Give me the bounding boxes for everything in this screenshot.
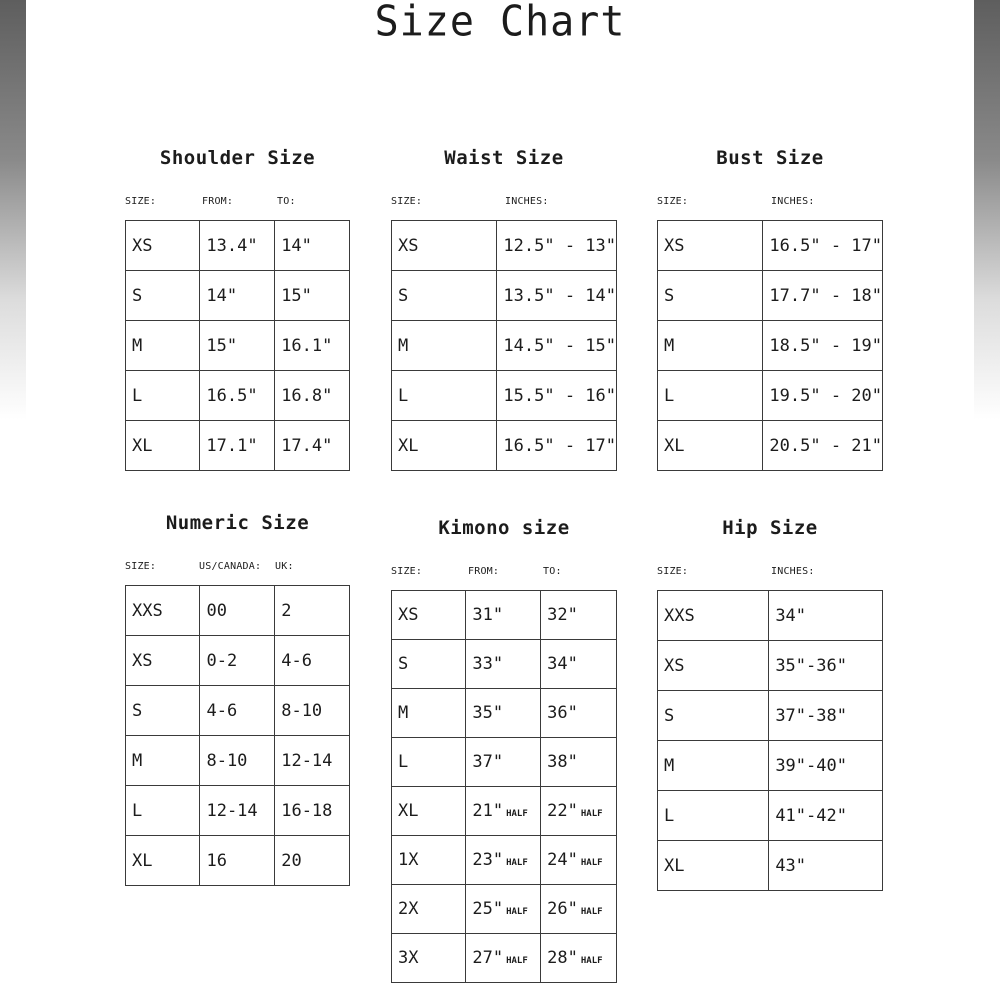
waist-cell-inches — [497, 421, 617, 471]
numeric-uk-value: 20 — [281, 850, 302, 871]
numeric-cell-uk — [275, 636, 350, 686]
table-row — [658, 691, 883, 741]
kimono-from-value: 23" — [472, 850, 504, 870]
bust-size-table — [657, 220, 883, 471]
shoulder-from-value: 15" — [206, 335, 238, 356]
table-row — [658, 591, 883, 641]
waist-header-inches: INCHES: — [505, 196, 549, 207]
kimono-cell-to — [541, 836, 617, 885]
shoulder-size-value: L — [132, 385, 143, 406]
table-row — [392, 885, 617, 934]
table-row — [658, 421, 883, 471]
kimono-size-value: XL — [398, 801, 419, 821]
left-edge-shadow — [0, 0, 26, 1000]
numeric-cell-uk — [275, 686, 350, 736]
kimono-size-title: Kimono size — [438, 517, 570, 539]
kimono-to-value: 34" — [547, 654, 578, 674]
waist-inches-value: 13.5" - 14" — [503, 285, 616, 306]
bust-inches-value: 17.7" - 18" — [769, 285, 882, 306]
table-row — [392, 421, 617, 471]
hip-cell-size — [658, 691, 769, 741]
numeric-us-value: 4-6 — [206, 700, 238, 721]
waist-cell-inches — [497, 321, 617, 371]
bust-cell-size — [658, 371, 763, 421]
waist-inches-value: 12.5" - 13" — [503, 235, 616, 256]
bust-size-value: L — [664, 385, 675, 406]
hip-inches-value: 34" — [775, 605, 807, 626]
bust-cell-size — [658, 421, 763, 471]
bust-inches-value: 19.5" - 20" — [769, 385, 882, 406]
waist-size-value: L — [398, 385, 409, 406]
table-row — [126, 686, 350, 736]
kimono-cell-from — [466, 640, 541, 689]
kimono-size-value: 1X — [398, 850, 419, 870]
table-row — [126, 736, 350, 786]
kimono-size-value: M — [398, 703, 409, 723]
hip-cell-inches — [769, 841, 883, 891]
bust-header-size: SIZE: — [657, 196, 689, 207]
kimono-cell-to — [541, 934, 617, 983]
bust-header-inches: INCHES: — [771, 196, 815, 207]
shoulder-from-value: 17.1" — [206, 435, 258, 456]
waist-header-size: SIZE: — [391, 196, 423, 207]
shoulder-cell-to — [275, 271, 350, 321]
shoulder-cell-to — [275, 371, 350, 421]
hip-size-table — [657, 590, 883, 891]
waist-cell-inches — [497, 271, 617, 321]
shoulder-header-to: TO: — [277, 196, 296, 207]
shoulder-from-value: 13.4" — [206, 235, 258, 256]
numeric-header-uk: UK: — [275, 561, 294, 572]
numeric-size-value: XXS — [132, 600, 163, 621]
numeric-size-value: XS — [132, 650, 153, 671]
kimono-cell-from — [466, 689, 541, 738]
table-row — [126, 271, 350, 321]
numeric-cell-size — [126, 636, 200, 686]
waist-inches-value: 16.5" - 17" — [503, 435, 616, 456]
numeric-uk-value: 8-10 — [281, 700, 323, 721]
kimono-from-value: 33" — [472, 654, 504, 674]
shoulder-from-value: 16.5" — [206, 385, 258, 406]
hip-cell-size — [658, 791, 769, 841]
hip-cell-size — [658, 841, 769, 891]
shoulder-cell-size — [126, 371, 200, 421]
kimono-from-value: 25" — [472, 899, 504, 919]
half-label: HALF — [580, 956, 603, 966]
half-label: HALF — [506, 809, 528, 819]
shoulder-cell-to — [275, 221, 350, 271]
shoulder-to-value: 14" — [281, 235, 312, 256]
numeric-cell-size — [126, 786, 200, 836]
hip-size-value: M — [664, 755, 675, 776]
waist-cell-size — [392, 271, 497, 321]
table-row — [658, 271, 883, 321]
kimono-cell-size — [392, 689, 466, 738]
hip-cell-inches — [769, 691, 883, 741]
kimono-cell-size — [392, 640, 466, 689]
numeric-cell-uk — [275, 836, 350, 886]
table-row — [658, 641, 883, 691]
shoulder-cell-size — [126, 421, 200, 471]
hip-size-value: XL — [664, 855, 685, 876]
table-row — [392, 371, 617, 421]
bust-size-value: XS — [664, 235, 685, 256]
hip-cell-inches — [769, 791, 883, 841]
half-label: HALF — [506, 858, 528, 868]
shoulder-to-value: 16.8" — [281, 385, 333, 406]
shoulder-cell-to — [275, 421, 350, 471]
waist-size-value: M — [398, 335, 409, 356]
shoulder-size-value: S — [132, 285, 143, 306]
bust-cell-inches — [763, 421, 883, 471]
kimono-to-value: 36" — [547, 703, 578, 723]
kimono-cell-size — [392, 738, 466, 787]
bust-inches-value: 20.5" - 21" — [769, 435, 882, 456]
shoulder-cell-from — [200, 221, 275, 271]
numeric-cell-uk — [275, 736, 350, 786]
hip-size-value: S — [664, 705, 675, 726]
numeric-uk-value: 16-18 — [281, 800, 333, 821]
hip-cell-size — [658, 741, 769, 791]
waist-cell-size — [392, 321, 497, 371]
shoulder-cell-from — [200, 271, 275, 321]
table-row — [392, 271, 617, 321]
numeric-size-title: Numeric Size — [165, 512, 310, 534]
hip-cell-inches — [769, 741, 883, 791]
hip-cell-size — [658, 641, 769, 691]
kimono-cell-size — [392, 787, 466, 836]
kimono-from-value: 35" — [472, 703, 504, 723]
bust-size-value: XL — [664, 435, 685, 456]
table-row — [658, 841, 883, 891]
bust-cell-inches — [763, 271, 883, 321]
waist-size-table — [391, 220, 617, 471]
hip-header-size: SIZE: — [657, 566, 689, 577]
table-row — [658, 321, 883, 371]
numeric-us-value: 16 — [206, 850, 227, 871]
bust-cell-inches — [763, 221, 883, 271]
table-row — [126, 221, 350, 271]
table-row — [392, 836, 617, 885]
kimono-cell-size — [392, 885, 466, 934]
table-row — [126, 321, 350, 371]
kimono-to-value: 22" — [547, 801, 578, 821]
waist-size-title: Waist Size — [444, 147, 564, 169]
numeric-us-value: 12-14 — [206, 800, 258, 821]
kimono-cell-to — [541, 591, 617, 640]
bust-inches-value: 18.5" - 19" — [769, 335, 882, 356]
numeric-size-value: XL — [132, 850, 153, 871]
numeric-size-table — [125, 585, 350, 886]
kimono-size-panel — [391, 510, 617, 990]
waist-size-value: S — [398, 285, 409, 306]
kimono-cell-to — [541, 885, 617, 934]
waist-cell-inches — [497, 221, 617, 271]
shoulder-cell-to — [275, 321, 350, 371]
shoulder-cell-size — [126, 221, 200, 271]
kimono-cell-size — [392, 836, 466, 885]
numeric-cell-uk — [275, 586, 350, 636]
bust-cell-inches — [763, 321, 883, 371]
shoulder-header-from: FROM: — [202, 196, 234, 207]
shoulder-from-value: 14" — [206, 285, 238, 306]
kimono-from-value: 27" — [472, 948, 504, 968]
hip-inches-value: 43" — [775, 855, 807, 876]
numeric-cell-uk — [275, 786, 350, 836]
bust-cell-inches — [763, 371, 883, 421]
numeric-cell-size — [126, 586, 200, 636]
hip-inches-value: 41"-42" — [775, 805, 847, 826]
numeric-cell-us — [200, 586, 275, 636]
shoulder-size-value: M — [132, 335, 143, 356]
shoulder-size-value: XL — [132, 435, 153, 456]
kimono-cell-to — [541, 640, 617, 689]
numeric-header-us-canada: US/CANADA: — [199, 561, 262, 572]
hip-inches-value: 35"-36" — [775, 655, 847, 676]
kimono-cell-to — [541, 738, 617, 787]
waist-cell-inches — [497, 371, 617, 421]
kimono-from-value: 31" — [472, 605, 504, 625]
shoulder-header-size: SIZE: — [125, 196, 157, 207]
table-row — [392, 787, 617, 836]
numeric-size-panel — [125, 505, 350, 895]
numeric-cell-size — [126, 736, 200, 786]
table-row — [392, 591, 617, 640]
table-row — [658, 221, 883, 271]
kimono-header-from: FROM: — [468, 566, 500, 577]
kimono-size-value: S — [398, 654, 409, 674]
numeric-uk-value: 12-14 — [281, 750, 333, 771]
numeric-size-value: M — [132, 750, 143, 771]
kimono-to-value: 24" — [547, 850, 578, 870]
numeric-cell-size — [126, 836, 200, 886]
numeric-size-value: S — [132, 700, 143, 721]
table-row — [126, 586, 350, 636]
numeric-cell-us — [200, 786, 275, 836]
bust-cell-size — [658, 271, 763, 321]
numeric-cell-size — [126, 686, 200, 736]
shoulder-cell-from — [200, 321, 275, 371]
half-label: HALF — [506, 956, 528, 966]
kimono-header-size: SIZE: — [391, 566, 423, 577]
shoulder-size-title: Shoulder Size — [159, 147, 316, 169]
kimono-size-value: XS — [398, 605, 419, 625]
shoulder-cell-from — [200, 371, 275, 421]
shoulder-to-value: 16.1" — [281, 335, 333, 356]
kimono-to-value: 32" — [547, 605, 578, 625]
shoulder-cell-size — [126, 321, 200, 371]
half-label: HALF — [580, 858, 603, 868]
kimono-cell-from — [466, 885, 541, 934]
table-row — [126, 836, 350, 886]
bust-inches-value: 16.5" - 17" — [769, 235, 882, 256]
half-label: HALF — [580, 809, 603, 819]
table-row — [392, 934, 617, 983]
hip-size-title: Hip Size — [722, 517, 818, 539]
waist-size-value: XL — [398, 435, 419, 456]
half-label: HALF — [506, 907, 528, 917]
shoulder-to-value: 17.4" — [281, 435, 333, 456]
bust-size-value: S — [664, 285, 675, 306]
numeric-us-value: 00 — [206, 600, 227, 621]
hip-size-panel — [657, 510, 883, 900]
right-edge-shadow — [974, 0, 1000, 1000]
kimono-size-value: 3X — [398, 948, 419, 968]
shoulder-size-table — [125, 220, 350, 471]
kimono-cell-from — [466, 787, 541, 836]
table-row — [658, 741, 883, 791]
shoulder-cell-from — [200, 421, 275, 471]
page-title: Size Chart — [374, 0, 626, 47]
kimono-cell-from — [466, 934, 541, 983]
hip-cell-size — [658, 591, 769, 641]
shoulder-size-value: XS — [132, 235, 153, 256]
bust-size-value: M — [664, 335, 675, 356]
shoulder-cell-size — [126, 271, 200, 321]
kimono-to-value: 26" — [547, 899, 578, 919]
numeric-cell-us — [200, 836, 275, 886]
table-row — [392, 321, 617, 371]
table-row — [392, 738, 617, 787]
waist-size-panel — [391, 140, 617, 480]
numeric-us-value: 0-2 — [206, 650, 238, 671]
hip-inches-value: 37"-38" — [775, 705, 847, 726]
table-row — [392, 221, 617, 271]
numeric-us-value: 8-10 — [206, 750, 248, 771]
kimono-cell-from — [466, 836, 541, 885]
kimono-cell-from — [466, 738, 541, 787]
kimono-from-value: 37" — [472, 752, 504, 772]
numeric-cell-us — [200, 636, 275, 686]
numeric-uk-value: 4-6 — [281, 650, 312, 671]
hip-size-value: L — [664, 805, 675, 826]
numeric-size-value: L — [132, 800, 143, 821]
kimono-cell-size — [392, 934, 466, 983]
waist-cell-size — [392, 421, 497, 471]
numeric-cell-us — [200, 686, 275, 736]
bust-size-title: Bust Size — [716, 147, 824, 169]
kimono-cell-size — [392, 591, 466, 640]
table-row — [392, 689, 617, 738]
table-row — [126, 636, 350, 686]
numeric-cell-us — [200, 736, 275, 786]
table-row — [126, 371, 350, 421]
kimono-to-value: 28" — [547, 948, 578, 968]
bust-cell-size — [658, 321, 763, 371]
shoulder-to-value: 15" — [281, 285, 312, 306]
hip-inches-value: 39"-40" — [775, 755, 847, 776]
kimono-cell-from — [466, 591, 541, 640]
kimono-size-value: 2X — [398, 899, 419, 919]
hip-cell-inches — [769, 641, 883, 691]
hip-cell-inches — [769, 591, 883, 641]
kimono-cell-to — [541, 689, 617, 738]
hip-size-value: XXS — [664, 605, 695, 626]
kimono-header-to: TO: — [543, 566, 562, 577]
kimono-size-value: L — [398, 752, 409, 772]
waist-size-value: XS — [398, 235, 419, 256]
numeric-uk-value: 2 — [281, 600, 292, 621]
waist-cell-size — [392, 371, 497, 421]
half-label: HALF — [580, 907, 603, 917]
kimono-to-value: 38" — [547, 752, 578, 772]
shoulder-size-panel — [125, 140, 350, 480]
table-row — [658, 371, 883, 421]
table-row — [392, 640, 617, 689]
bust-cell-size — [658, 221, 763, 271]
kimono-size-table — [391, 590, 617, 983]
table-row — [126, 786, 350, 836]
kimono-cell-to — [541, 787, 617, 836]
waist-inches-value: 15.5" - 16" — [503, 385, 616, 406]
hip-header-inches: INCHES: — [771, 566, 815, 577]
waist-inches-value: 14.5" - 15" — [503, 335, 616, 356]
numeric-header-size: SIZE: — [125, 561, 157, 572]
bust-size-panel — [657, 140, 883, 480]
table-row — [126, 421, 350, 471]
kimono-from-value: 21" — [472, 801, 504, 821]
table-row — [658, 791, 883, 841]
hip-size-value: XS — [664, 655, 685, 676]
waist-cell-size — [392, 221, 497, 271]
